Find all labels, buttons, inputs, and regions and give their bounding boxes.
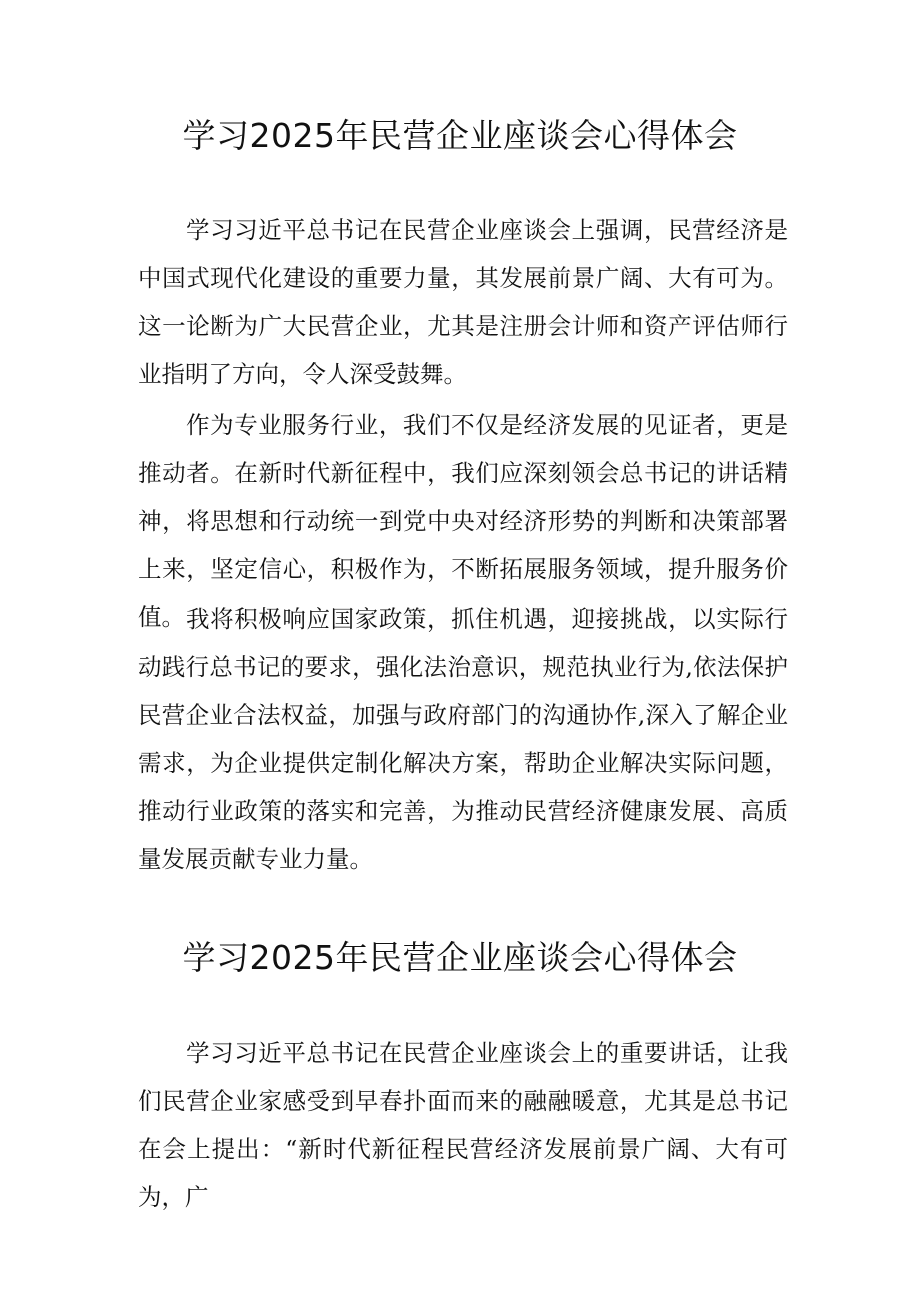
- document-title: 学习2025年民营企业座谈会心得体会: [182, 116, 738, 155]
- document-title: 学习2025年民营企业座谈会心得体会: [182, 938, 738, 977]
- body-paragraph: 学习习近平总书记在民营企业座谈会上的重要讲话，让我们民营企业家感受到早春扑面而来的融融暖意，尤其是总书记在会上提出：“新时代新征程民营经济发展前景广阔、大有可为，广: [138, 1039, 788, 1211]
- body-paragraph: 学习习近平总书记在民营企业座谈会上强调，民营经济是中国式现代化建设的重要力量，其发展前景广阔、大有可为。这一论断为广大民营企业，尤其是注册会计师和资产评估师行业指明了方向，令人深受鼓舞。: [138, 216, 788, 388]
- body-paragraph: 我将积极响应国家政策，抓住机遇，迎接挑战，以实际行动践行总书记的要求，强化法治意识，规范执业行为,依法保护民营企业合法权益，加强与政府部门的沟通协作,深入了解企业需求，为企业提供定制化解决方案，帮助企业解决实际问题，推动行业政策的落实和完善，为推动民营经济健康发展、高质量发展贡献专业力量。: [138, 605, 788, 873]
- body-paragraph: 作为专业服务行业，我们不仅是经济发展的见证者，更是推动者。在新时代新征程中，我们应深刻领会总书记的讲话精神，将思想和行动统一到党中央对经济形势的判断和决策部署上来，坚定信心，积极作为，不断拓展服务领域，提升服务价值。: [138, 411, 788, 631]
